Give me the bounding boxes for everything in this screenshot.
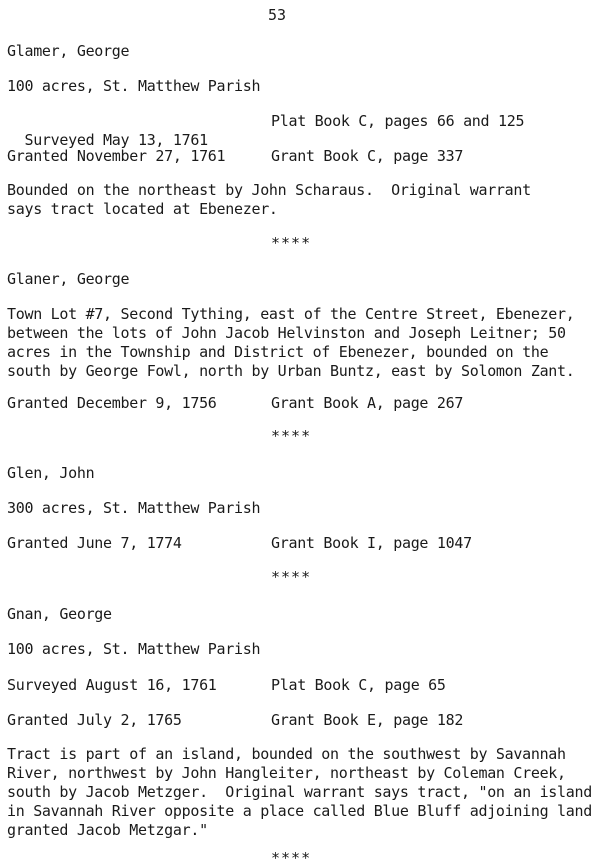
entry-surveyed-row-glamer [7,112,208,150]
entry-notes-gnan [7,745,592,840]
separator: **** [271,849,312,867]
description-line: Town Lot #7, Second Tything, east of the Centre Street, Ebenezer, [7,305,575,323]
grant-book-ref: Grant Book C, page 337 [271,147,464,165]
note-line: in Savannah River opposite a place called Blue Bluff adjoining land [7,802,592,820]
entry-notes-glamer [7,181,531,219]
entry-description-glaner [7,305,575,381]
separator: **** [271,234,312,252]
entry-acreage-glen: 300 acres, St. Matthew Parish [7,499,261,517]
entry-name-glen: Glen, John [7,464,95,482]
entry-acreage-gnan: 100 acres, St. Matthew Parish [7,640,261,658]
surveyed-date: Surveyed August 16, 1761 [7,676,217,694]
description-line: south by George Fowl, north by Urban Buntz, east by Solomon Zant. [7,362,575,380]
note-line: granted Jacob Metzgar." [7,821,208,839]
separator: **** [271,427,312,445]
description-line: between the lots of John Jacob Helvinston and Joseph Leitner; 50 [7,324,566,342]
description-line: acres in the Township and District of Ebenezer, bounded on the [7,343,549,361]
note-line: says tract located at Ebenezer. [7,200,278,218]
granted-date: Granted June 7, 1774 [7,534,182,552]
note-line: south by Jacob Metzger. Original warrant says tract, "on an island [7,783,592,801]
grant-book-ref: Grant Book I, page 1047 [271,534,472,552]
granted-date: Granted July 2, 1765 [7,711,182,729]
entry-name-glaner: Glaner, George [7,270,130,288]
surveyed-date: Surveyed May 13, 1761 [24,131,208,149]
granted-date: Granted November 27, 1761 [7,147,226,165]
entry-name-glamer: Glamer, George [7,42,130,60]
note-line: Tract is part of an island, bounded on the southwest by Savannah [7,745,566,763]
granted-date: Granted December 9, 1756 [7,394,217,412]
note-line: Bounded on the northeast by John Scharaus. Original warrant [7,181,531,199]
entry-name-gnan: Gnan, George [7,605,112,623]
note-line: River, northwest by John Hangleiter, northeast by Coleman Creek, [7,764,566,782]
page-number: 53 [267,6,287,24]
grant-book-ref: Grant Book E, page 182 [271,711,464,729]
separator: **** [271,568,312,586]
plat-book-ref: Plat Book C, pages 66 and 125 [271,112,525,130]
plat-book-ref: Plat Book C, page 65 [271,676,446,694]
entry-acreage-glamer: 100 acres, St. Matthew Parish [7,77,261,95]
grant-book-ref: Grant Book A, page 267 [271,394,464,412]
